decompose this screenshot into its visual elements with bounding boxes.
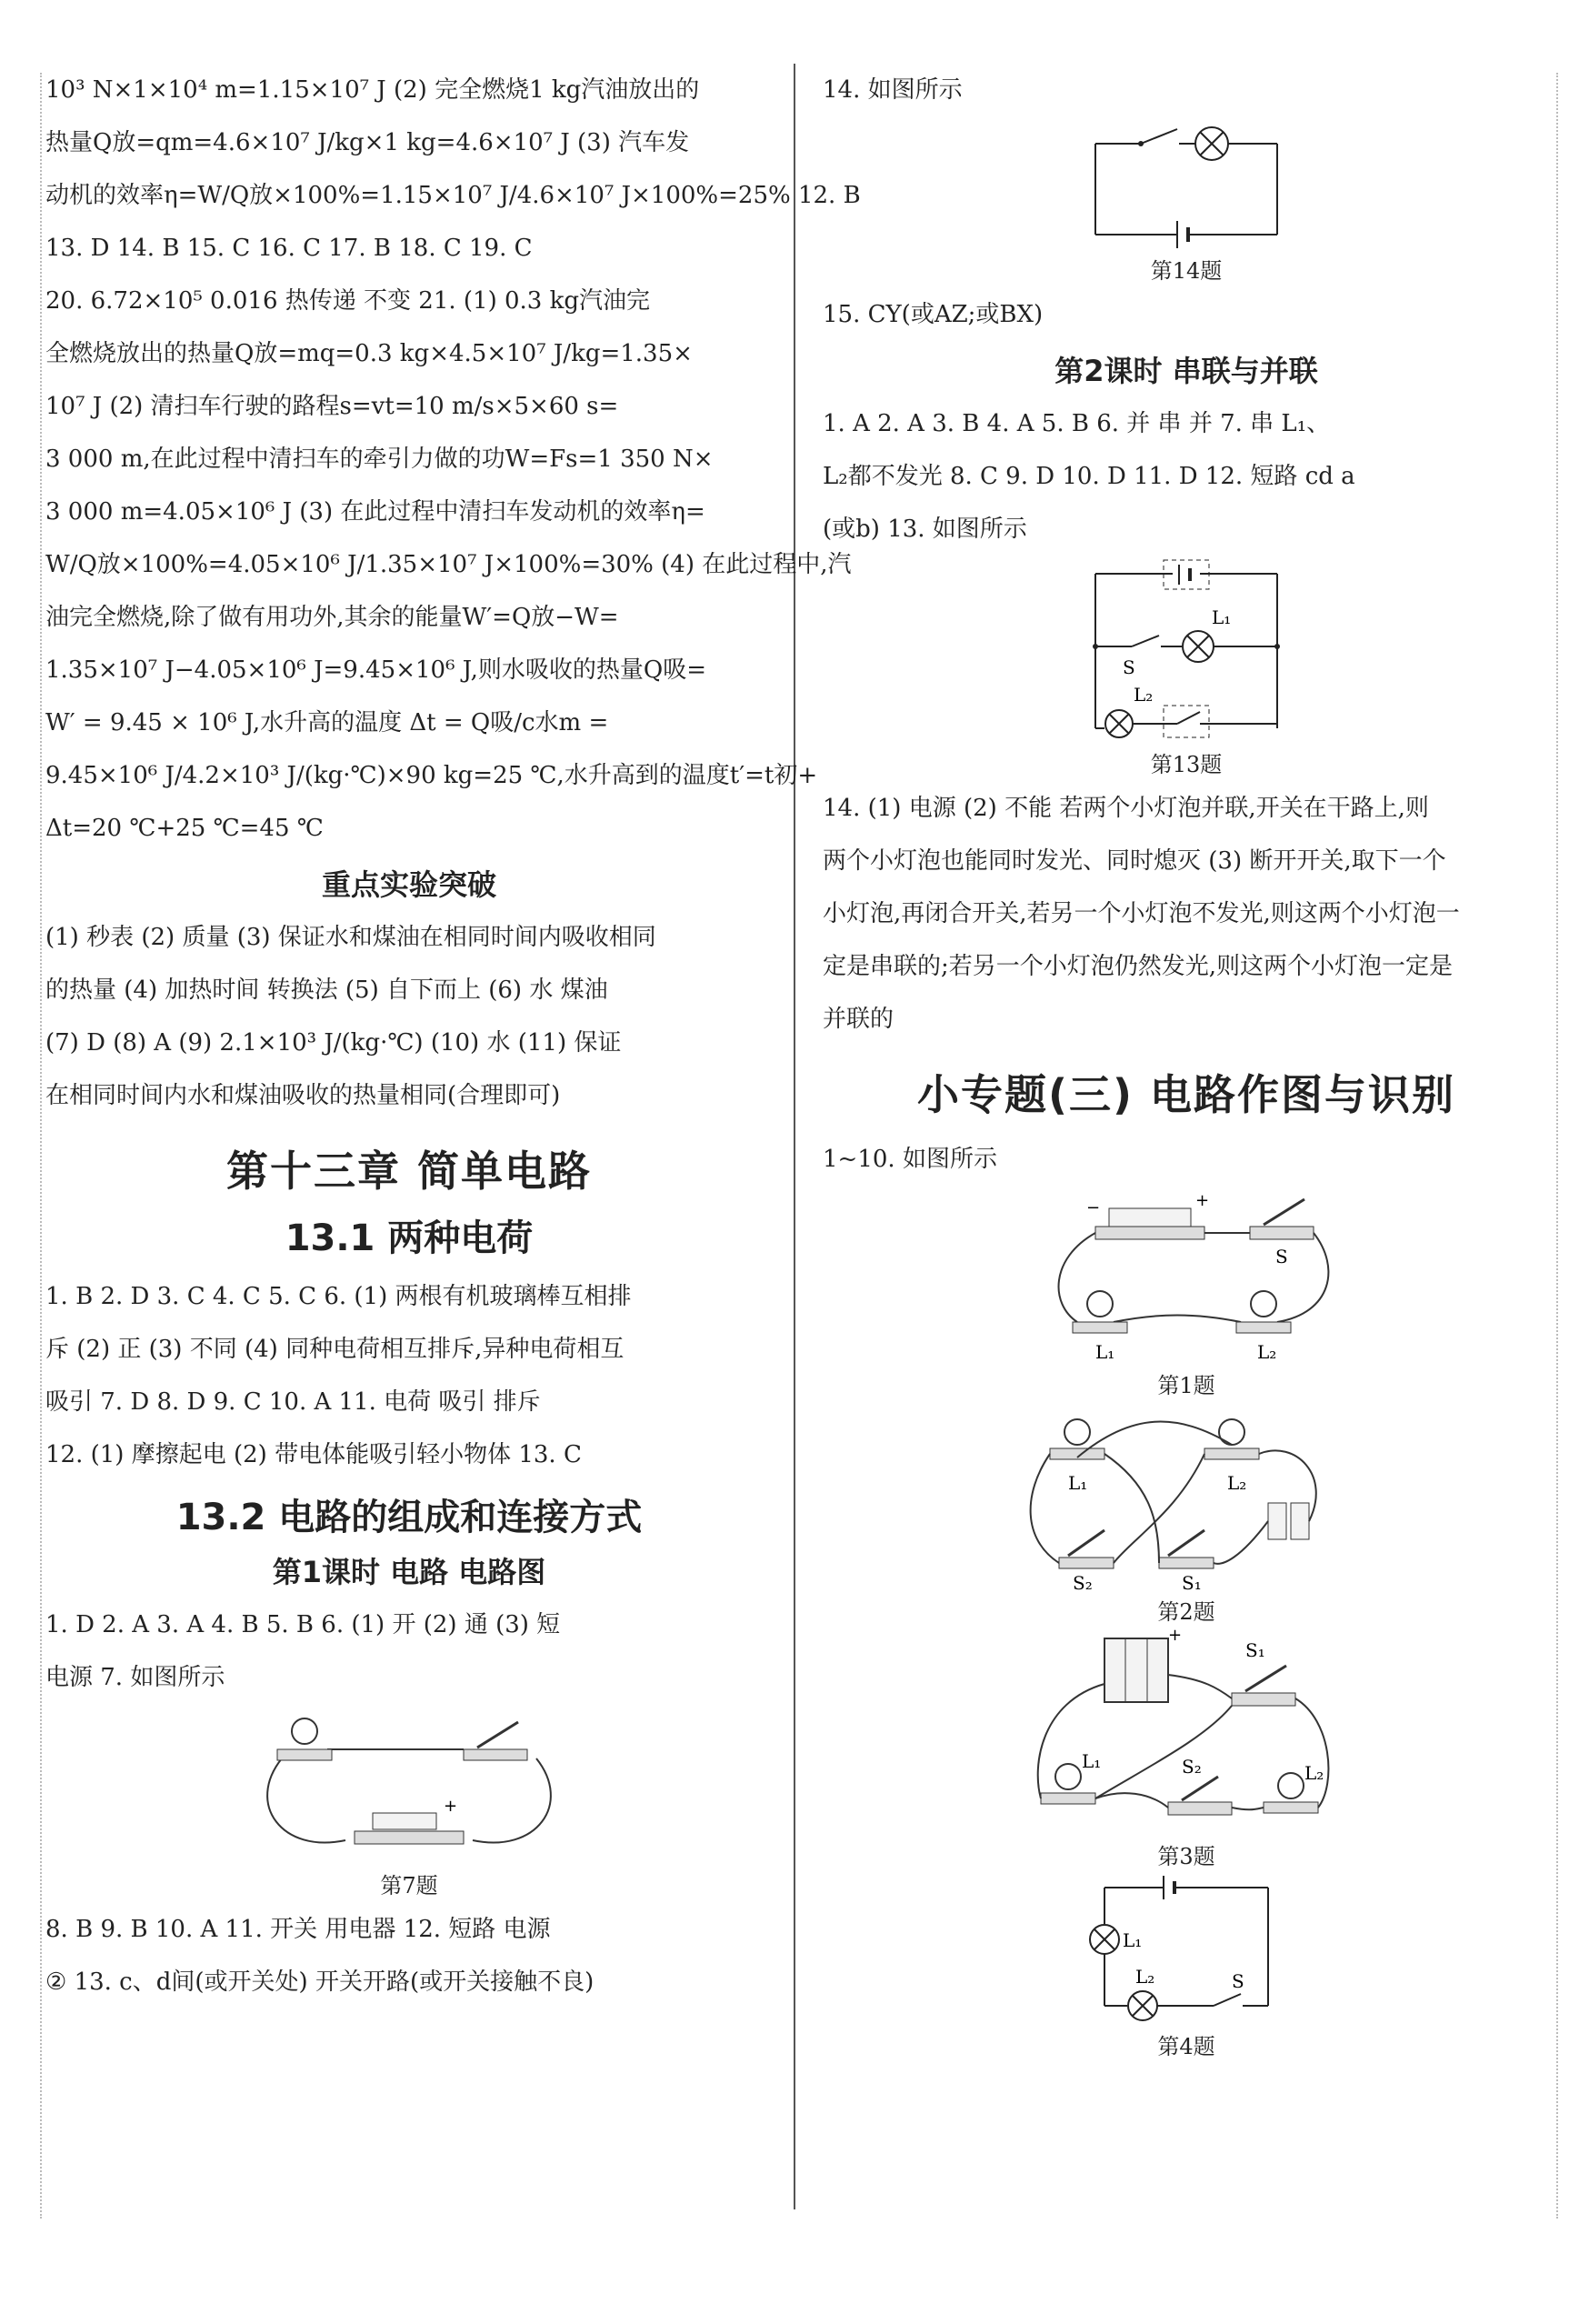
- text-line: 并联的: [823, 1006, 894, 1033]
- figure-2-label-s2: S₂: [1073, 1572, 1093, 1594]
- figure-14-caption: 第14题: [1150, 258, 1223, 284]
- section-title-13-1: 13.1 两种电荷: [285, 1217, 534, 1259]
- figure-7-caption: 第7题: [380, 1873, 438, 1898]
- text-line: 9.45×10⁶ J/4.2×10³ J/(kg·℃)×90 kg=25 ℃,水升高到的温度t′=t初+: [45, 762, 818, 789]
- answer-block-e: [45, 1903, 773, 2008]
- text-line: W/Q放×100%=4.05×10⁶ J/1.35×10⁷ J×100%=30% (4) 在此过程中,汽: [45, 551, 852, 578]
- svg-text:+: +: [444, 1797, 458, 1816]
- text-line: L₂都不发光 8. C 9. D 10. D 11. D 12. 短路 cd a: [823, 463, 1355, 490]
- svg-text:−: −: [1086, 1198, 1101, 1217]
- figure-4-circuit: [1086, 1874, 1286, 2028]
- figure-2-circuit: [1023, 1403, 1350, 1594]
- figure-7-circuit: [245, 1704, 573, 1868]
- text-line: (或b) 13. 如图所示: [823, 516, 1027, 543]
- text-line: 全燃烧放出的热量Q放=mq=0.3 kg×4.5×10⁷ J/kg=1.35×: [45, 340, 693, 367]
- figure-1-caption: 第1题: [1157, 1373, 1215, 1398]
- text-line: 油完全燃烧,除了做有用功外,其余的能量W′=Q放−W=: [45, 604, 619, 631]
- figure-1-circuit: [1041, 1186, 1332, 1367]
- text-line: 10³ N×1×10⁴ m=1.15×10⁷ J (2) 完全燃烧1 kg汽油放出的: [45, 76, 700, 104]
- figure-3-label-s1: S₁: [1245, 1639, 1265, 1661]
- text-line: 定是串联的;若另一个小灯泡仍然发光,则这两个小灯泡一定是: [823, 953, 1454, 980]
- page-edge-right: [1556, 73, 1558, 2219]
- text-line: 1. A 2. A 3. B 4. A 5. B 6. 并 串 并 7. 串 L₁、: [823, 410, 1331, 437]
- lesson-title-2: 第2课时 串联与并联: [1054, 354, 1318, 388]
- topic-title: 小专题(三) 电路作图与识别: [916, 1070, 1456, 1119]
- text-line: 14. 如图所示: [823, 76, 963, 104]
- svg-text:+: +: [1195, 1191, 1210, 1210]
- text-line: (1) 秒表 (2) 质量 (3) 保证水和煤油在相同时间内吸收相同: [45, 924, 656, 951]
- text-line: 10⁷ J (2) 清扫车行驶的路程s=vt=10 m/s×5×60 s=: [45, 393, 619, 420]
- text-line: 吸引 7. D 8. D 9. C 10. A 11. 电荷 吸引 排斥: [45, 1388, 541, 1416]
- text-line: 电源 7. 如图所示: [45, 1664, 225, 1691]
- text-line: W′ = 9.45 × 10⁶ J,水升高的温度 Δt = Q吸/c水m =: [45, 709, 609, 736]
- figure-13-circuit: [1077, 556, 1295, 746]
- text-line: 3 000 m,在此过程中清扫车的牵引力做的功W=Fs=1 350 N×: [45, 446, 714, 473]
- figure-3-circuit: [1023, 1626, 1350, 1838]
- figure-3-label-l1: L₁: [1082, 1750, 1102, 1772]
- text-line: 1. D 2. A 3. A 4. B 5. B 6. (1) 开 (2) 通 (3) 短: [45, 1611, 561, 1638]
- answer-block-d: [45, 1598, 773, 1704]
- text-line: 在相同时间内水和煤油吸收的热量相同(合理即可): [45, 1082, 561, 1109]
- page-edge-left: [40, 73, 42, 2219]
- text-line: (7) D (8) A (9) 2.1×10³ J/(kg·℃) (10) 水 (11) 保证: [45, 1029, 622, 1057]
- text-line: 13. D 14. B 15. C 16. C 17. B 18. C 19. C: [45, 235, 533, 262]
- text-line: ② 13. c、d间(或开关处) 开关开路(或开关接触不良): [45, 1968, 595, 1996]
- figure-4-label-l1: L₁: [1123, 1929, 1143, 1951]
- text-line: 小灯泡,再闭合开关,若另一个小灯泡不发光,则这两个小灯泡一: [823, 900, 1460, 927]
- text-line: 15. CY(或AZ;或BX): [823, 301, 1044, 328]
- svg-text:+: +: [1168, 1626, 1183, 1645]
- figure-13-label-l1: L₁: [1212, 606, 1232, 628]
- answer-block-c: [45, 1270, 773, 1481]
- figure-13-caption: 第13题: [1150, 752, 1223, 777]
- text-line: 3 000 m=4.05×10⁶ J (3) 在此过程中清扫车发动机的效率η=: [45, 498, 705, 526]
- figure-13-label-l2: L₂: [1134, 684, 1154, 706]
- right-column: [823, 64, 1550, 2064]
- text-line: 热量Q放=qm=4.6×10⁷ J/kg×1 kg=4.6×10⁷ J (3) 汽车发: [45, 129, 690, 156]
- figure-14-circuit: [1077, 116, 1295, 253]
- section-title-13-2: 13.2 电路的组成和连接方式: [175, 1497, 643, 1538]
- lesson-title-1: 第1课时 电路 电路图: [272, 1555, 546, 1589]
- figure-4-caption: 第4题: [1157, 2034, 1215, 2059]
- text-line: 1~10. 如图所示: [823, 1146, 997, 1173]
- figure-1-label-s: S: [1275, 1246, 1288, 1267]
- text-line: 20. 6.72×10⁵ 0.016 热传递 不变 21. (1) 0.3 kg汽油完: [45, 287, 651, 315]
- text-line: 12. (1) 摩擦起电 (2) 带电体能吸引轻小物体 13. C: [45, 1441, 582, 1468]
- figure-4-label-s: S: [1232, 1970, 1244, 1992]
- answer-block-g: [823, 782, 1550, 1046]
- figure-2-label-s1: S₁: [1182, 1572, 1202, 1594]
- text-line: 斥 (2) 正 (3) 不同 (4) 同种电荷相互排斥,异种电荷相互: [45, 1336, 625, 1363]
- text-line: 的热量 (4) 加热时间 转换法 (5) 自下而上 (6) 水 煤油: [45, 977, 608, 1004]
- figure-2-label-l1: L₁: [1068, 1472, 1088, 1494]
- answer-block-f: [823, 397, 1550, 556]
- figure-4-label-l2: L₂: [1135, 1966, 1155, 1988]
- text-line: 1.35×10⁷ J−4.05×10⁶ J=9.45×10⁶ J,则水吸收的热量Q吸=: [45, 656, 707, 684]
- text-line: Δt=20 ℃+25 ℃=45 ℃: [45, 815, 324, 842]
- answer-block-a: [45, 64, 861, 855]
- text-line: 1. B 2. D 3. C 4. C 5. C 6. (1) 两根有机玻璃棒互相排: [45, 1283, 632, 1310]
- figure-3-caption: 第3题: [1157, 1844, 1215, 1869]
- column-divider: [794, 64, 795, 2209]
- section-heading-experiment: 重点实验突破: [321, 867, 496, 902]
- figure-1-label-l1: L₁: [1095, 1341, 1115, 1363]
- figure-2-label-l2: L₂: [1227, 1472, 1247, 1494]
- figure-1-label-l2: L₂: [1257, 1341, 1277, 1363]
- figure-3-label-l2: L₂: [1304, 1762, 1324, 1784]
- figure-2-caption: 第2题: [1157, 1599, 1215, 1625]
- figure-3-label-s2: S₂: [1182, 1756, 1202, 1778]
- text-line: 8. B 9. B 10. A 11. 开关 用电器 12. 短路 电源: [45, 1916, 551, 1943]
- answer-block-b: [45, 911, 773, 1122]
- chapter-title: 第十三章 简单电路: [225, 1147, 592, 1196]
- text-line: 动机的效率η=W/Q放×100%=1.15×10⁷ J/4.6×10⁷ J×100%=25% 12. B: [45, 182, 861, 209]
- text-line: 两个小灯泡也能同时发光、同时熄灭 (3) 断开开关,取下一个: [823, 847, 1446, 875]
- text-line: 14. (1) 电源 (2) 不能 若两个小灯泡并联,开关在干路上,则: [823, 795, 1429, 822]
- figure-13-label-s: S: [1123, 656, 1135, 678]
